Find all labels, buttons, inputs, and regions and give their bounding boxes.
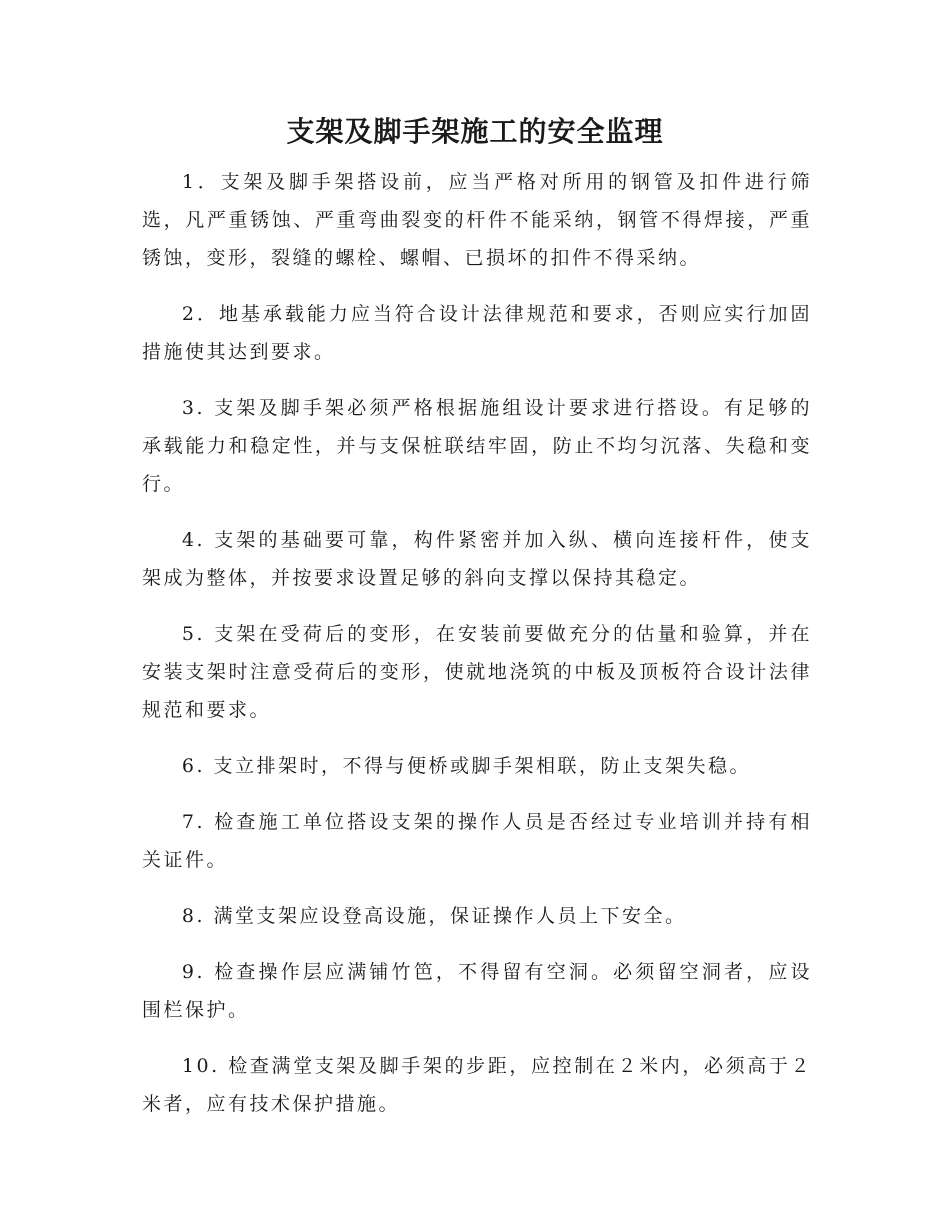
paragraph-8: 8. 满堂支架应设登高设施，保证操作人员上下安全。: [181, 905, 687, 927]
paragraph-5: 5. 支架在受荷后的变形，在安装前要做充分的估量和验算，并在安装支架时注意受荷后的变形，使就地浇筑的中板及顶板符合设计法律规范和要求。: [142, 623, 812, 721]
paragraph-4: 4. 支架的基础要可靠，构件紧密并加入纵、横向连接杆件，使支架成为整体，并按要求设置足够的斜向支撑以保持其稳定。: [142, 529, 812, 589]
document-title: 支架及脚手架施工的安全监理: [286, 115, 664, 148]
paragraph-6: 6. 支立排架时，不得与便桥或脚手架相联，防止支架失稳。: [181, 755, 752, 777]
paragraph-7: 7. 检查施工单位搭设支架的操作人员是否经过专业培训并持有相关证件。: [142, 811, 812, 871]
document-body: [142, 163, 812, 1141]
paragraph-1: 1．支架及脚手架搭设前，应当严格对所用的钢管及扣件进行筛选，凡严重锈蚀、严重弯曲裂变的杆件不能采纳，钢管不得焊接，严重锈蚀，变形，裂缝的螺栓、螺帽、已损坏的扣件不得采纳。: [142, 171, 812, 269]
paragraph-9: 9. 检查操作层应满铺竹笆，不得留有空洞。必须留空洞者，应设围栏保护。: [142, 961, 812, 1021]
paragraph-10: 10. 检查满堂支架及脚手架的步距，应控制在２米内，必须高于２米者，应有技术保护措施。: [142, 1055, 812, 1115]
paragraph-2: 2．地基承载能力应当符合设计法律规范和要求，否则应实行加固措施使其达到要求。: [142, 303, 812, 363]
paragraph-3: 3. 支架及脚手架必须严格根据施组设计要求进行搭设。有足够的承载能力和稳定性，并与支保桩联结牢固，防止不均匀沉落、失稳和变行。: [142, 397, 812, 495]
